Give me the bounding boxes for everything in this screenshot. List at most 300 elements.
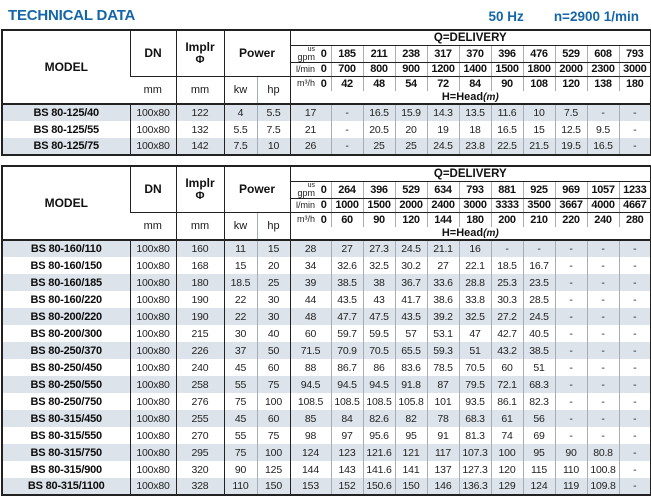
flow-value-cell: 700 [331, 62, 363, 76]
header-power: Power [224, 30, 290, 76]
head-value-cell: - [555, 342, 587, 359]
head-value-cell: 40.5 [523, 325, 555, 342]
kw-cell: 45 [224, 359, 257, 376]
head-value-cell: 81.3 [459, 427, 491, 444]
implr-cell: 190 [176, 291, 224, 308]
head-value-cell: 90 [555, 444, 587, 461]
flow-zero-cell: 0 [317, 198, 331, 212]
h-head-unit: (m) [483, 228, 499, 239]
dn-cell: 100x80 [130, 444, 176, 461]
flow-value-cell: 969 [555, 181, 587, 198]
head-value-cell: 23.5 [523, 274, 555, 291]
header-q-delivery: Q=DELIVERY [290, 166, 651, 181]
speed-label: n=2900 1/min [553, 9, 639, 24]
head-value-cell: - [619, 410, 651, 427]
dn-cell: 100x80 [130, 461, 176, 478]
flow-value-cell: 396 [491, 45, 523, 62]
flow-value-cell: 881 [491, 181, 523, 198]
unit-us-gpm [290, 181, 317, 198]
head-value-cell: 43.5 [395, 308, 427, 325]
head-value-cell: 59.3 [427, 342, 459, 359]
head-value-cell: 65.5 [395, 342, 427, 359]
head-value-cell: - [555, 291, 587, 308]
flow-value-cell: 1200 [427, 62, 459, 76]
implr-cell: 160 [176, 240, 224, 257]
dn-cell: 100x80 [130, 478, 176, 495]
flow-value-cell: 180 [459, 212, 491, 227]
head-value-cell: 94.5 [331, 376, 363, 393]
flow-value-cell: 264 [331, 181, 363, 198]
implr-cell: 240 [176, 359, 224, 376]
flow-value-cell: 608 [587, 45, 619, 62]
head-value-cell: - [523, 240, 555, 257]
dn-cell: 100x80 [130, 138, 176, 155]
flow-value-cell: 180 [619, 76, 651, 91]
head-value-cell: - [587, 104, 619, 121]
kw-cell: 22 [224, 291, 257, 308]
hp-cell: 30 [257, 308, 290, 325]
hp-cell: 40 [257, 325, 290, 342]
head-value-cell: 18 [459, 121, 491, 138]
flow-value-cell: 90 [491, 76, 523, 91]
head-value-cell: 20 [395, 121, 427, 138]
head-value-cell: 21.5 [523, 138, 555, 155]
head-value-cell: 105.8 [395, 393, 427, 410]
hp-cell: 20 [257, 257, 290, 274]
hp-cell: 50 [257, 342, 290, 359]
table-row [2, 257, 651, 274]
flow-value-cell: 396 [363, 181, 395, 198]
flow-value-cell: 925 [523, 181, 555, 198]
kw-cell: 55 [224, 427, 257, 444]
head-value-cell: 91.8 [395, 376, 427, 393]
flow-value-cell: 1500 [363, 198, 395, 212]
implr-phi-symbol: Φ [195, 54, 205, 67]
header-implr [176, 166, 224, 212]
table-row [2, 444, 651, 461]
dn-cell: 100x80 [130, 393, 176, 410]
kw-cell: 7.5 [224, 138, 257, 155]
kw-cell: 18.5 [224, 274, 257, 291]
head-value-cell: - [619, 138, 651, 155]
hp-cell: 10 [257, 138, 290, 155]
header-model: MODEL [2, 30, 130, 104]
flow-value-cell: 185 [331, 45, 363, 62]
implr-cell: 320 [176, 461, 224, 478]
flow-value-cell: 3333 [491, 198, 523, 212]
head-value-cell: 97 [331, 427, 363, 444]
flow-value-cell: 793 [459, 181, 491, 198]
head-value-cell: 108.5 [290, 393, 331, 410]
head-value-cell: 68.3 [459, 410, 491, 427]
head-value-cell: 36.7 [395, 274, 427, 291]
unit-lmin [290, 62, 317, 76]
table-section-2 [1, 165, 650, 496]
head-value-cell: 20.5 [363, 121, 395, 138]
head-value-cell: 16.5 [491, 121, 523, 138]
table-row [2, 325, 651, 342]
header-dn [130, 30, 176, 76]
head-value-cell: 108.5 [331, 393, 363, 410]
head-value-cell: 24.5 [427, 138, 459, 155]
hp-cell: 150 [257, 478, 290, 495]
head-value-cell: 39 [290, 274, 331, 291]
header-q-delivery: Q=DELIVERY [290, 30, 651, 45]
head-value-cell: 56 [523, 410, 555, 427]
head-value-cell: - [587, 359, 619, 376]
head-value-cell: 78.5 [427, 359, 459, 376]
table-row [2, 461, 651, 478]
head-value-cell: 28.8 [459, 274, 491, 291]
head-value-cell: 33.6 [427, 274, 459, 291]
head-value-cell: 100 [491, 444, 523, 461]
kw-cell: 5.5 [224, 121, 257, 138]
flow-value-cell: 210 [523, 212, 555, 227]
head-value-cell: - [619, 376, 651, 393]
flow-zero-cell: 0 [317, 62, 331, 76]
head-value-cell: 21.1 [427, 240, 459, 257]
head-value-cell: - [619, 359, 651, 376]
head-value-cell: 95 [523, 444, 555, 461]
head-value-cell: - [619, 257, 651, 274]
head-value-cell: 94.5 [363, 376, 395, 393]
head-value-cell: 16 [459, 240, 491, 257]
dn-label: DN [144, 46, 162, 61]
dn-cell: 100x80 [130, 274, 176, 291]
head-value-cell: 22.1 [459, 257, 491, 274]
head-value-cell: 84 [331, 410, 363, 427]
head-value-cell: 108.5 [363, 393, 395, 410]
head-value-cell: 9.5 [587, 121, 619, 138]
table-row [2, 121, 651, 138]
head-value-cell: 146 [427, 478, 459, 495]
head-value-cell: 19 [427, 121, 459, 138]
head-value-cell: 87 [427, 376, 459, 393]
table-row [2, 427, 651, 444]
head-value-cell: - [619, 104, 651, 121]
head-value-cell: - [619, 342, 651, 359]
head-value-cell: 38.5 [331, 274, 363, 291]
kw-cell: 37 [224, 342, 257, 359]
head-value-cell: 129 [491, 478, 523, 495]
head-value-cell: 39.2 [427, 308, 459, 325]
unit-m3h [290, 76, 317, 91]
table-section-1 [1, 29, 650, 156]
header-dn [130, 166, 176, 212]
head-value-cell: 23.8 [459, 138, 491, 155]
head-value-cell: 16.7 [523, 257, 555, 274]
us-label: us [307, 45, 316, 53]
header-hp: hp [257, 212, 290, 240]
implr-label: Implr [185, 40, 215, 55]
head-value-cell: - [555, 376, 587, 393]
header-hp: hp [257, 76, 290, 104]
head-value-cell: 83.6 [395, 359, 427, 376]
head-value-cell: 25 [395, 138, 427, 155]
head-value-cell: - [555, 427, 587, 444]
model-cell: BS 80-160/185 [2, 274, 130, 291]
head-value-cell: - [587, 393, 619, 410]
flow-value-cell: 90 [363, 212, 395, 227]
flow-value-cell: 2000 [555, 62, 587, 76]
flow-value-cell: 108 [523, 76, 555, 91]
flow-zero-cell: 0 [317, 181, 331, 198]
head-value-cell: - [587, 376, 619, 393]
kw-cell: 90 [224, 461, 257, 478]
gpm-label: gpm [297, 187, 316, 198]
head-value-cell: 68.3 [523, 376, 555, 393]
head-value-cell: 10 [523, 104, 555, 121]
head-value-cell: 100.8 [587, 461, 619, 478]
flow-value-cell: 4667 [619, 198, 651, 212]
head-value-cell: 34 [290, 257, 331, 274]
flow-value-cell: 138 [587, 76, 619, 91]
implr-phi-symbol: Φ [195, 190, 205, 203]
kw-cell: 4 [224, 104, 257, 121]
hp-cell: 100 [257, 393, 290, 410]
dn-cell: 100x80 [130, 325, 176, 342]
flow-value-cell: 476 [523, 45, 555, 62]
implr-cell: 142 [176, 138, 224, 155]
head-value-cell: 124 [290, 444, 331, 461]
table-row [2, 240, 651, 257]
head-value-cell: 121 [395, 444, 427, 461]
table-row [2, 410, 651, 427]
head-value-cell: 22.5 [491, 138, 523, 155]
flow-value-cell: 60 [331, 212, 363, 227]
hp-cell: 100 [257, 444, 290, 461]
flow-value-cell: 240 [587, 212, 619, 227]
head-value-cell: 82 [395, 410, 427, 427]
head-value-cell: - [555, 274, 587, 291]
header-implr-mm: mm [176, 212, 224, 240]
hp-cell: 75 [257, 376, 290, 393]
unit-m3h [290, 212, 317, 227]
technical-table-2 [1, 165, 651, 496]
head-value-cell: 11.6 [491, 104, 523, 121]
head-value-cell: 27.2 [491, 308, 523, 325]
head-value-cell: 107.3 [459, 444, 491, 461]
head-value-cell: 117 [427, 444, 459, 461]
flow-value-cell: 238 [395, 45, 427, 62]
flow-value-cell: 72 [427, 76, 459, 91]
flow-value-cell: 370 [459, 45, 491, 62]
head-value-cell: 59.5 [363, 325, 395, 342]
head-value-cell: 124 [523, 478, 555, 495]
head-value-cell: 32.6 [331, 257, 363, 274]
head-value-cell: 43.5 [331, 291, 363, 308]
head-value-cell: 120 [491, 461, 523, 478]
hp-cell: 125 [257, 461, 290, 478]
head-value-cell: - [491, 240, 523, 257]
flow-value-cell: 220 [555, 212, 587, 227]
table-row [2, 138, 651, 155]
flow-value-cell: 3667 [555, 198, 587, 212]
table-body [2, 240, 651, 495]
flow-value-cell: 529 [395, 181, 427, 198]
head-value-cell: 12.5 [555, 121, 587, 138]
flow-value-cell: 120 [395, 212, 427, 227]
head-value-cell: 48 [290, 308, 331, 325]
table-row [2, 393, 651, 410]
head-value-cell: - [619, 274, 651, 291]
dn-cell: 100x80 [130, 257, 176, 274]
hp-cell: 15 [257, 240, 290, 257]
header-h-head: H=Head(m) [290, 91, 651, 104]
table-row [2, 342, 651, 359]
model-cell: BS 80-315/450 [2, 410, 130, 427]
head-value-cell: - [587, 325, 619, 342]
flow-value-cell: 634 [427, 181, 459, 198]
head-value-cell: 24.5 [523, 308, 555, 325]
head-value-cell: 19.5 [555, 138, 587, 155]
flow-zero-cell: 0 [317, 76, 331, 91]
head-value-cell: - [619, 308, 651, 325]
kw-cell: 11 [224, 240, 257, 257]
head-value-cell: 60 [491, 359, 523, 376]
head-value-cell: 94.5 [290, 376, 331, 393]
head-value-cell: 109.8 [587, 478, 619, 495]
head-value-cell: - [555, 410, 587, 427]
model-cell: BS 80-160/220 [30, 293, 102, 306]
header-kw: kw [224, 212, 257, 240]
implr-cell: 255 [176, 410, 224, 427]
head-value-cell: 21 [290, 121, 331, 138]
kw-cell: 75 [224, 393, 257, 410]
head-value-cell: 28.5 [523, 291, 555, 308]
head-value-cell: 47 [459, 325, 491, 342]
head-value-cell: 44 [290, 291, 331, 308]
head-value-cell: 74 [491, 427, 523, 444]
head-value-cell: 143 [331, 461, 363, 478]
implr-cell: 132 [176, 121, 224, 138]
dn-cell: 100x80 [130, 104, 176, 121]
table-header [2, 166, 651, 240]
head-value-cell: 86.1 [491, 393, 523, 410]
head-value-cell: - [587, 274, 619, 291]
head-value-cell: 127.3 [459, 461, 491, 478]
implr-label: Implr [185, 176, 215, 191]
table-row [2, 308, 651, 325]
kw-cell: 45 [224, 410, 257, 427]
flow-value-cell: 529 [555, 45, 587, 62]
kw-cell: 75 [224, 444, 257, 461]
model-cell: BS 80-200/220 [2, 308, 130, 325]
head-value-cell: - [555, 325, 587, 342]
implr-cell: 276 [176, 393, 224, 410]
head-value-cell: 82.3 [523, 393, 555, 410]
flow-value-cell: 3000 [459, 198, 491, 212]
head-value-cell: - [555, 359, 587, 376]
flow-value-cell: 42 [331, 76, 363, 91]
header-model: MODEL [2, 166, 130, 240]
dn-cell: 100x80 [130, 359, 176, 376]
flow-value-cell: 2300 [587, 62, 619, 76]
technical-table-1 [1, 29, 651, 156]
table-row [2, 104, 651, 121]
model-cell: BS 80-250/450 [30, 361, 102, 374]
flow-value-cell: 1000 [331, 198, 363, 212]
flow-value-cell: 144 [427, 212, 459, 227]
page-title: TECHNICAL DATA [8, 7, 136, 24]
head-value-cell: - [619, 325, 651, 342]
lmin-label: l/min [296, 63, 316, 74]
head-value-cell: 14.3 [427, 104, 459, 121]
head-value-cell: 72.1 [491, 376, 523, 393]
model-cell: BS 80-315/750 [2, 444, 130, 461]
head-value-cell: 15.9 [395, 104, 427, 121]
implr-cell: 226 [176, 342, 224, 359]
head-value-cell: 85 [290, 410, 331, 427]
head-value-cell: 47.5 [363, 308, 395, 325]
head-value-cell: 93.5 [459, 393, 491, 410]
model-cell: BS 80-250/370 [2, 342, 130, 359]
head-value-cell: 86 [363, 359, 395, 376]
flow-value-cell: 280 [619, 212, 651, 227]
flow-value-cell: 211 [363, 45, 395, 62]
head-value-cell: 27.3 [363, 240, 395, 257]
head-value-cell: 80.8 [587, 444, 619, 461]
head-value-cell: 91 [427, 427, 459, 444]
flow-value-cell: 2400 [427, 198, 459, 212]
header-implr-mm: mm [176, 76, 224, 104]
kw-cell: 30 [224, 325, 257, 342]
dn-cell: 100x80 [130, 240, 176, 257]
head-value-cell: 98 [290, 427, 331, 444]
head-value-cell: 61 [491, 410, 523, 427]
flow-value-cell: 900 [395, 62, 427, 76]
flow-value-cell: 54 [395, 76, 427, 91]
dn-cell: 100x80 [130, 410, 176, 427]
kw-cell: 15 [224, 257, 257, 274]
head-value-cell: - [555, 308, 587, 325]
head-value-cell: 7.5 [555, 104, 587, 121]
head-value-cell: 53.1 [427, 325, 459, 342]
head-value-cell: 41.7 [395, 291, 427, 308]
model-cell: BS 80-250/750 [30, 395, 102, 408]
head-value-cell: 38.6 [427, 291, 459, 308]
head-value-cell: 136.3 [459, 478, 491, 495]
unit-us-gpm [290, 45, 317, 62]
flow-value-cell: 3000 [619, 62, 651, 76]
head-value-cell: 115 [523, 461, 555, 478]
head-value-cell: 47.7 [331, 308, 363, 325]
head-value-cell: 18.5 [491, 257, 523, 274]
hp-cell: 5.5 [257, 104, 290, 121]
table-row [2, 478, 651, 495]
hp-cell: 25 [257, 274, 290, 291]
flow-value-cell: 84 [459, 76, 491, 91]
head-value-cell: 79.5 [459, 376, 491, 393]
gpm-label: gpm [297, 51, 316, 62]
table-row [2, 274, 651, 291]
head-value-cell: 71.5 [290, 342, 331, 359]
head-value-cell: 38.5 [523, 342, 555, 359]
head-value-cell: 150 [395, 478, 427, 495]
head-value-cell: 28 [290, 240, 331, 257]
head-value-cell: - [587, 308, 619, 325]
head-value-cell: 60 [290, 325, 331, 342]
head-value-cell: 42.7 [491, 325, 523, 342]
model-cell: BS 80-125/55 [33, 123, 99, 136]
head-value-cell: 30.2 [395, 257, 427, 274]
head-value-cell: - [619, 427, 651, 444]
head-value-cell: - [587, 240, 619, 257]
header-implr [176, 30, 224, 76]
dn-cell: 100x80 [130, 427, 176, 444]
m3h-label: m³/h [297, 214, 316, 225]
implr-cell: 168 [176, 257, 224, 274]
